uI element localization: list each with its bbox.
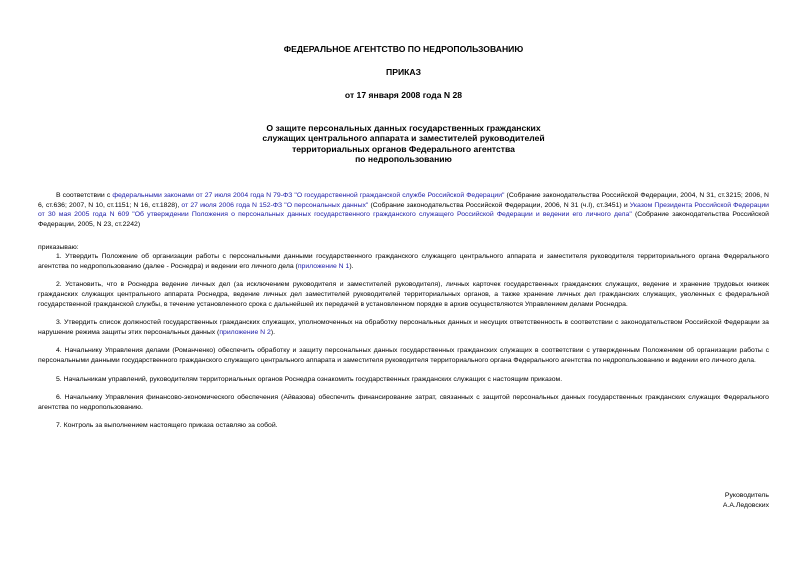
item-7: 7. Контроль за выполнением настоящего приказа оставляю за собой. — [56, 422, 278, 430]
link-federal-law-152[interactable]: от 27 июля 2006 года N 152-ФЗ "О персональных данных" — [181, 201, 369, 209]
link-decree-609[interactable]: Указом Президента Российской Федерации от 30 мая 2005 года N 609 "Об утверждении Положения о персональных данных государственного гражданского служащего Российской Федерации и ведении его личного дела" — [38, 201, 769, 219]
item-1-tail: ). — [349, 262, 354, 270]
item-1 — [38, 252, 769, 271]
item-3-tail: ). — [270, 328, 276, 336]
link-federal-law-79[interactable]: федеральными законами от 27 июля 2004 года N 79-ФЗ "О государственной гражданской службе Российской Федерации" — [112, 192, 505, 200]
link-appendix-1[interactable]: приложение N 1 — [297, 262, 350, 270]
title-line-1: О защите персональных данных государственных гражданских — [266, 123, 541, 133]
link-appendix-2[interactable]: приложение N 2 — [219, 328, 271, 336]
item-3 — [38, 318, 769, 337]
signature-block — [723, 491, 769, 510]
intro-text-2: (Собрание законодательства Российской Федерации, 2004, N 31, ст.3215; 2006, N 6, ст.636; 2007, N 10, ст.1151; N 16, ст.1828), — [38, 192, 770, 209]
title-line-4: по недропользованию — [355, 153, 452, 164]
agency-name: ФЕДЕРАЛЬНОЕ АГЕНТСТВО ПО НЕДРОПОЛЬЗОВАНИЮ — [283, 44, 524, 54]
signature-name: А.А.Ледовских — [722, 501, 769, 509]
item-1-text: 1. Утвердить Положение об организации работы с персональными данными государственного гражданского служащего центрального аппарата и заместителя руководителя территориального органа Федерального агентства по недропользованию (далее - Роснедра) и ведении его личного дела ( — [38, 253, 769, 270]
item-2: 2. Установить, что в Роснедра ведение личных дел (за исключением руководителя и заместителей руководителя), личных карточек государственных гражданских служащих, ведение и хранение трудовых книжек гражданских служащих центрального аппарата Роснедра, ведение личных дел заместителей руководителей территориальных органов, а также хранение личных дел гражданских служащих, уволенных с федеральной государственной гражданской службы, в течение установленного срока с дальнейшей их передачей в установленном порядке в архив осуществляются Управлением делами Роснедра. — [38, 281, 769, 308]
item-3-text: 3. Утвердить список должностей государственных гражданских служащих, уполномоченных на обработку персональных данных и несущих ответственность в соответствии с законодательством Российской Федерации за нарушение режима защиты этих персональных данных ( — [38, 319, 769, 336]
item-5: 5. Начальникам управлений, руководителям территориальных органов Роснедра ознакомить государственных гражданских служащих с настоящим приказом. — [56, 375, 563, 383]
document-date: от 17 января 2008 года N 28 — [344, 90, 463, 100]
intro-text-4: (Собрание законодательства Российской Федерации, 2005, N 23, ст.2242) — [38, 211, 769, 228]
document-title — [38, 123, 769, 164]
title-line-2: служащих центрального аппарата и заместителей руководителей — [262, 133, 545, 144]
order-word: приказываю: — [38, 243, 79, 251]
title-line-3: территориальных органов Федерального агентства — [292, 143, 515, 154]
intro-paragraph — [38, 191, 769, 229]
document-type: ПРИКАЗ — [386, 67, 421, 77]
intro-text-3: (Собрание законодательства Российской Федерации, 2006, N 31 (ч.I), ст.3451) и — [368, 201, 630, 209]
intro-text-1: В соответствии с — [56, 192, 113, 200]
signature-position: Руководитель — [724, 492, 769, 499]
item-6: 6. Начальнику Управления финансово-экономического обеспечения (Айвазова) обеспечить финансирование затрат, связанных с защитой персональных данных государственных гражданских служащих Федерального агентства по недропользованию. — [38, 394, 769, 411]
item-4: 4. Начальнику Управления делами (Романченко) обеспечить обработку и защиту персональных данных государственных гражданских служащих в соответствии с утвержденным Положением об организации работы с персональными данными государственного гражданского служащего центрального аппарата и заместителя руководителя территориального органа Федерального агентства по недропользованию и ведении его личного дела. — [38, 347, 769, 364]
document-page — [38, 42, 770, 509]
